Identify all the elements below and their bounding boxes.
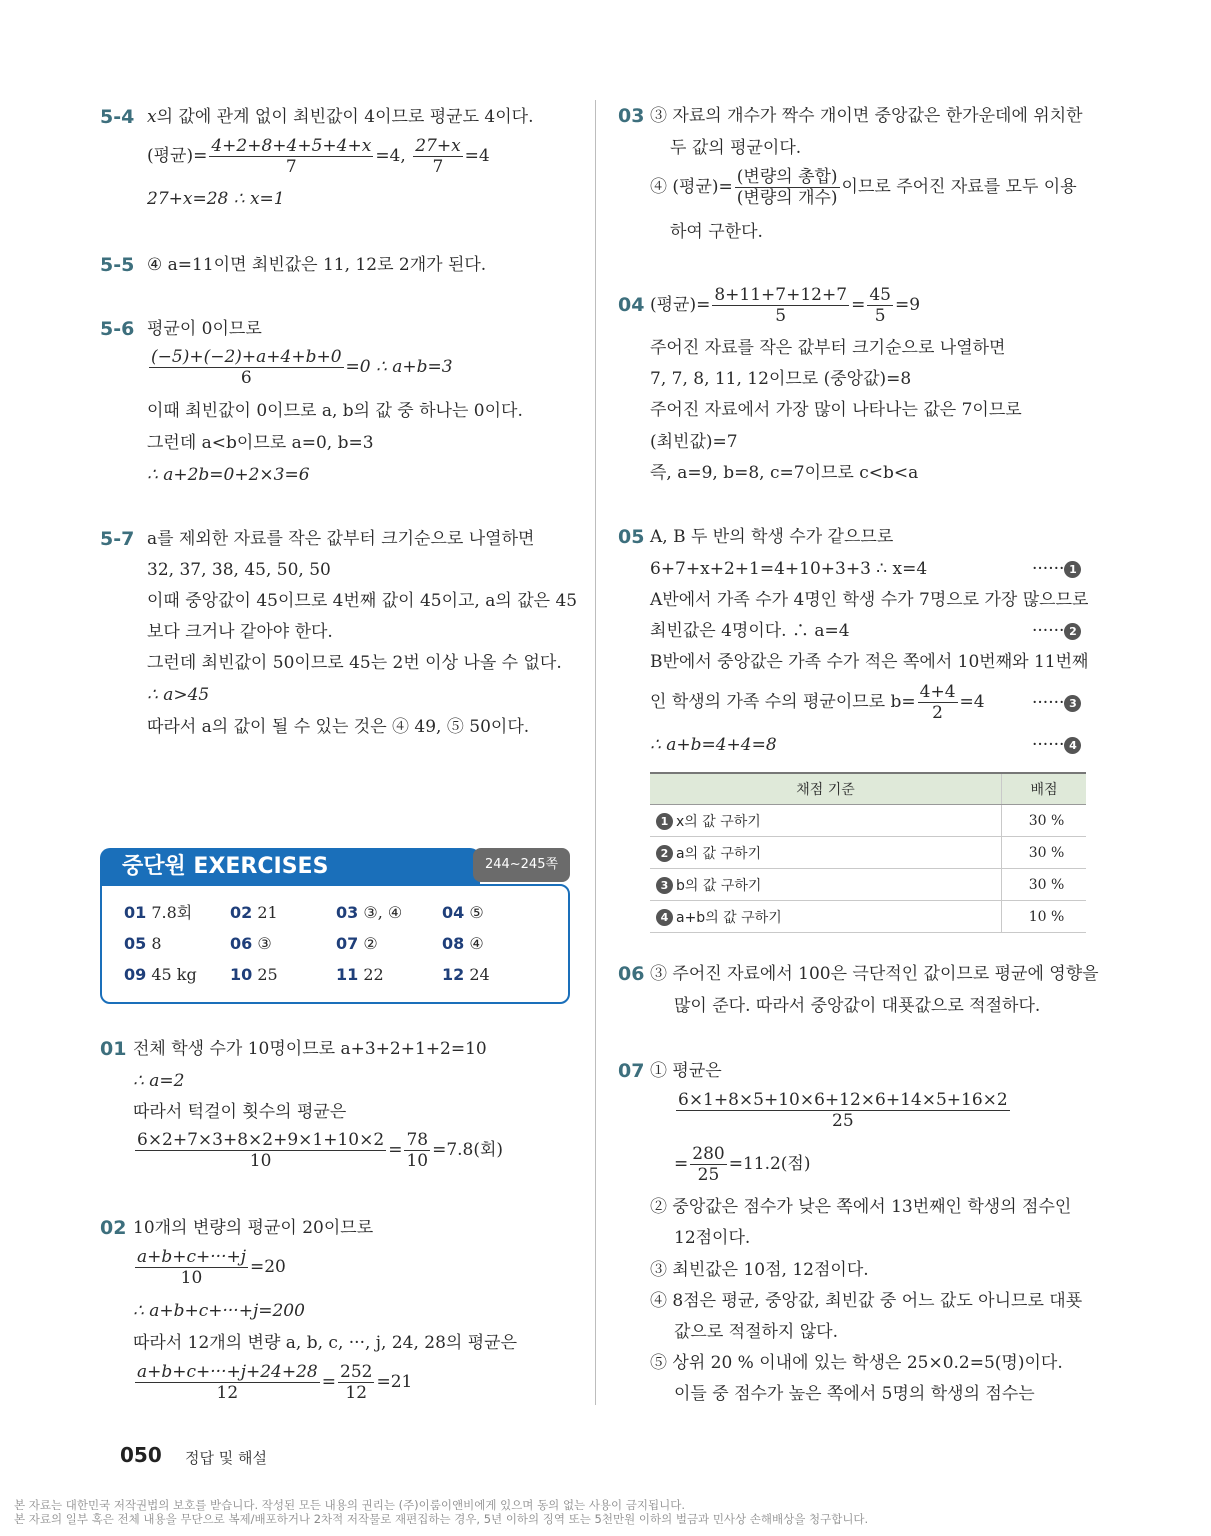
s57-line7: 따라서 a의 값이 될 수 있는 것은 ④ 49, ⑤ 50이다. (147, 717, 530, 737)
scoring-table (650, 772, 1086, 933)
answer-12: 12 24 (442, 965, 490, 984)
exercises-answer-panel (100, 884, 570, 1004)
answer-03: 03 ③, ④ (336, 903, 403, 922)
q05-step2-marker: ······ 2 (1032, 620, 1084, 642)
q03-line4: 하여 구한다. (670, 222, 763, 242)
answer-06: 06 ③ (230, 934, 272, 953)
q07-line5: 12점이다. (674, 1228, 751, 1248)
copyright-line1: 본 자료는 대한민국 저작권법의 보호를 받습니다. 작성된 모든 내용의 권리는 (주)이룸이앤비에게 있으며 동의 없는 사용이 금지됩니다. (14, 1498, 685, 1512)
q03-line3: ④ (평균)= $\frac{\text{(변량의 총합)}}{\text{(변량의 개수)}}$ 이므로 주어진 자료를 모두 이용 (650, 167, 1077, 208)
table-row: 1 x의 값 구하기 30 % (650, 805, 1086, 837)
problem-number-07: 07 (618, 1060, 645, 1082)
column-divider (595, 100, 596, 1405)
problem-number-06: 06 (618, 963, 645, 985)
q05-line6: 인 학생의 가족 수의 평균이므로 b= $\frac{4+4}{2}$ =4 (650, 682, 985, 723)
table-row: 2 a의 값 구하기 30 % (650, 837, 1086, 869)
problem-number-01: 01 (100, 1038, 127, 1060)
exercises-title: 중단원 EXERCISES (100, 848, 480, 886)
header-points: 배점 (1002, 773, 1087, 805)
scoring-table-header (650, 773, 1086, 805)
s54-line1: x의 값에 관계 없이 최빈값이 4이므로 평균도 4이다. (147, 107, 534, 127)
q03-line1: ③ 자료의 개수가 짝수 개이면 중앙값은 한가운데에 위치한 (650, 106, 1083, 126)
s57-line4: 보다 크거나 같아야 한다. (147, 622, 333, 642)
problem-number-5-7: 5-7 (100, 528, 135, 550)
q07-line6: ③ 최빈값은 10점, 12점이다. (650, 1260, 869, 1280)
q05-step3-marker: ······ 3 (1032, 692, 1084, 714)
q07-line10: 이들 중 점수가 높은 쪽에서 5명의 학생의 점수는 (674, 1384, 1035, 1404)
q07-line7: ④ 8점은 평균, 중앙값, 최빈값 중 어느 값도 아니므로 대푯 (650, 1291, 1083, 1311)
s56-line1: 평균이 0이므로 (147, 319, 262, 339)
s56-line3: 이때 최빈값이 0이므로 a, b의 값 중 하나는 0이다. (147, 401, 523, 421)
q04-line3: 7, 7, 8, 11, 12이므로 (중앙값)=8 (650, 369, 912, 389)
q01-line1: 전체 학생 수가 10명이므로 a+3+2+1+2=10 (133, 1039, 487, 1059)
problem-number-5-5: 5-5 (100, 254, 135, 276)
answer-07: 07 ② (336, 934, 378, 953)
q01-line2: ∴ a=2 (133, 1071, 185, 1091)
q07-line4: ② 중앙값은 점수가 낮은 쪽에서 13번째인 학생의 점수인 (650, 1197, 1072, 1217)
s57-line1: a를 제외한 자료를 작은 값부터 크기순으로 나열하면 (147, 529, 535, 549)
q04-line2: 주어진 자료를 작은 값부터 크기순으로 나열하면 (650, 338, 1006, 358)
answer-05: 05 8 (124, 934, 162, 953)
q07-line8: 값으로 적절하지 않다. (674, 1322, 839, 1342)
q04-line5: (최빈값)=7 (650, 432, 738, 452)
q02-line3: ∴ a+b+c+···+j=200 (133, 1301, 305, 1321)
q02-line4: 따라서 12개의 변량 a, b, c, ···, j, 24, 28의 평균은 (133, 1333, 518, 1353)
s57-line5: 그런데 최빈값이 50이므로 45는 2번 이상 나올 수 없다. (147, 653, 562, 673)
q05-line7: ∴ a+b=4+4=8 (650, 735, 777, 755)
q02-frac2: $\frac{a+b+c+\cdot\cdot\cdot+j+24+28}{12}$ = $\frac{252}{12}$ =21 (137, 1362, 413, 1403)
q07-line1: ① 평균은 (650, 1061, 722, 1081)
q01-mean-eq: $\frac{6\times 2+7\times 3+8\times 2+9\times 1+10\times 2}{10}$ = $\frac{78}{10}$ =7.8(회) (137, 1130, 504, 1171)
q07-line9: ⑤ 상위 20 % 이내에 있는 학생은 25×0.2=5(명)이다. (650, 1353, 1063, 1373)
s57-line3: 이때 중앙값이 45이므로 4번째 값이 45이고, a의 값은 45 (147, 591, 578, 611)
problem-number-5-6: 5-6 (100, 318, 135, 340)
s57-line2: 32, 37, 38, 45, 50, 50 (147, 560, 331, 580)
q04-mean-eq: (평균)= $\frac{8+11+7+12+7}{5}$ = $\frac{45}{5}$ =9 (650, 285, 921, 326)
exercises-box (100, 848, 570, 1004)
s56-line5: ∴ a+2b=0+2×3=6 (147, 465, 310, 485)
s56-frac-eq: $\frac{(-5)+(-2)+a+4+b+0}{6}$ =0 ∴ a+b=3 (151, 347, 453, 388)
q03-line2: 두 값의 평균이다. (670, 138, 802, 158)
s56-line4: 그런데 a<b이므로 a=0, b=3 (147, 433, 374, 453)
q05-line2: 6+7+x+2+1=4+10+3+3 ∴ x=4 (650, 559, 928, 579)
answer-11: 11 22 (336, 965, 384, 984)
q04-line6: 즉, a=9, b=8, c=7이므로 c<b<a (650, 463, 919, 483)
q06-line2: 많이 준다. 따라서 중앙값이 대푯값으로 적절하다. (674, 996, 1041, 1016)
problem-number-02: 02 (100, 1217, 127, 1239)
q01-line3: 따라서 턱걸이 횟수의 평균은 (133, 1102, 347, 1122)
q05-line3: A반에서 가족 수가 4명인 학생 수가 7명으로 가장 많으므로 (650, 590, 1089, 610)
table-row: 4 a+b의 값 구하기 10 % (650, 901, 1086, 933)
table-row: 3 b의 값 구하기 30 % (650, 869, 1086, 901)
copyright-line2: 본 자료의 일부 혹은 전체 내용을 무단으로 복제/배포하거나 2차적 저작물로 재편집하는 경우, 5년 이하의 징역 또는 5천만원 이하의 벌금과 민사상 손해배상을 청구합니다. (14, 1512, 869, 1526)
q07-frac1: $\frac{6\times 1+8\times 5+10\times 6+12\times 6+14\times 5+16\times 2}{25}$ (678, 1090, 1008, 1131)
s54-mean-eq: (평균)= $\frac{4+2+8+4+5+4+x}{7}$ =4, $\frac{27+x}{7}$ =4 (147, 136, 490, 177)
q05-line5: B반에서 중앙값은 가족 수가 적은 쪽에서 10번째와 11번째 (650, 652, 1089, 672)
problem-number-05: 05 (618, 526, 645, 548)
q02-frac1: $\frac{a+b+c+\cdot\cdot\cdot+j}{10}$ =20 (137, 1247, 286, 1288)
problem-number-04: 04 (618, 294, 645, 316)
answer-02: 02 21 (230, 903, 278, 922)
q05-step4-marker: ······ 4 (1032, 734, 1084, 756)
q04-line4: 주어진 자료에서 가장 많이 나타나는 값은 7이므로 (650, 400, 1022, 420)
exercises-page-range: 244~245쪽 (473, 848, 570, 882)
answer-10: 10 25 (230, 965, 278, 984)
answer-01: 01 7.8회 (124, 903, 193, 922)
answer-08: 08 ④ (442, 934, 484, 953)
problem-number-03: 03 (618, 105, 645, 127)
q07-frac2: = $\frac{280}{25}$ =11.2(점) (674, 1144, 811, 1185)
problem-number-5-4: 5-4 (100, 106, 135, 128)
s57-line6: ∴ a>45 (147, 685, 210, 705)
answer-09: 09 45 kg (124, 965, 197, 984)
s55-line1: ④ a=11이면 최빈값은 11, 12로 2개가 된다. (147, 255, 487, 275)
answer-04: 04 ⑤ (442, 903, 484, 922)
q05-step1-marker: ······ 1 (1032, 558, 1084, 580)
header-criteria: 채점 기준 (650, 773, 1002, 805)
q05-line1: A, B 두 반의 학생 수가 같으므로 (650, 527, 894, 547)
page-number: 050 (120, 1443, 162, 1467)
footer-label: 정답 및 해설 (185, 1449, 267, 1467)
q02-line1: 10개의 변량의 평균이 20이므로 (133, 1218, 374, 1238)
q05-line4: 최빈값은 4명이다. ∴ a=4 (650, 621, 850, 641)
q06-line1: ③ 주어진 자료에서 100은 극단적인 값이므로 평균에 영향을 (650, 964, 1099, 984)
s54-line3: 27+x=28 ∴ x=1 (147, 189, 285, 209)
